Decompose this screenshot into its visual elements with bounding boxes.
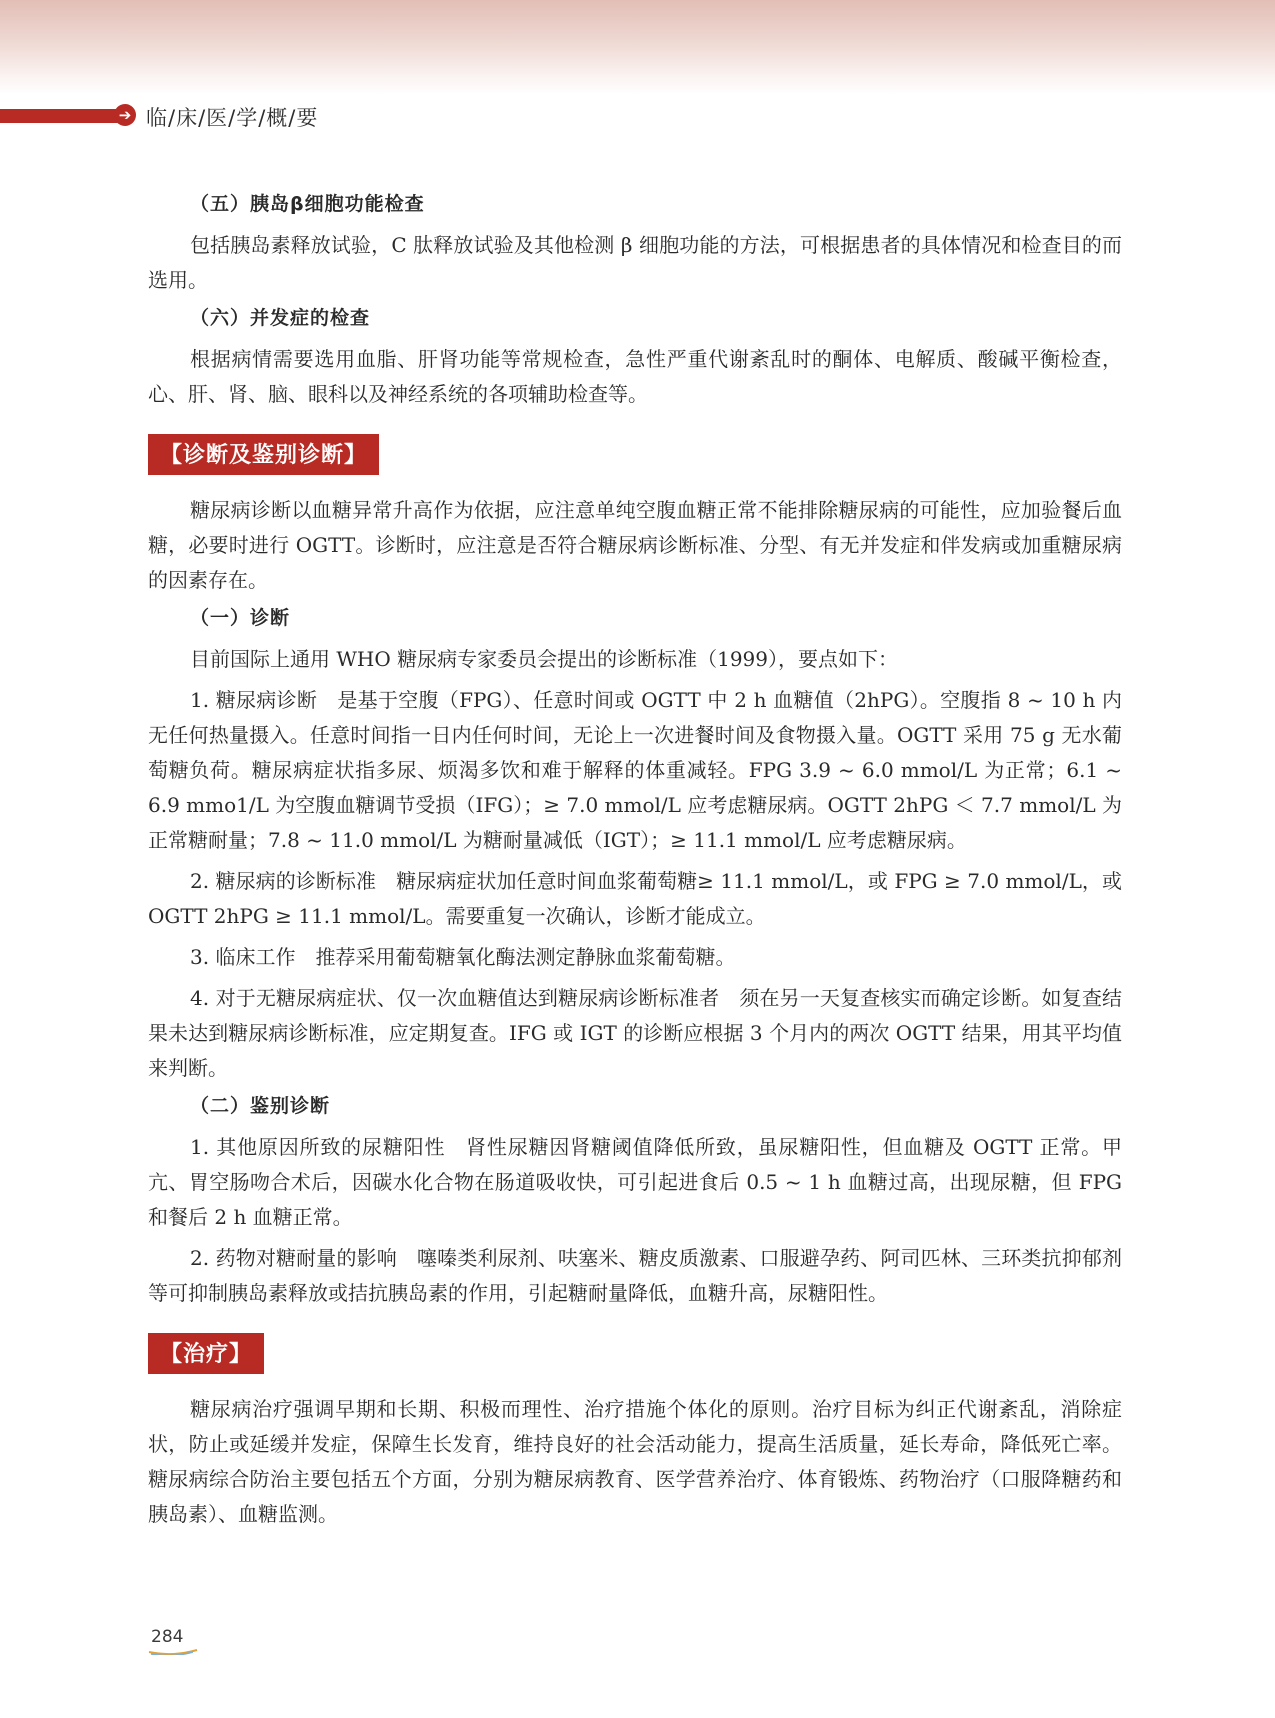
diagnosis-section-heading: 【诊断及鉴别诊断】 bbox=[148, 434, 379, 475]
diagnosis-item-4: 4. 对于无糖尿病症状、仅一次血糖值达到糖尿病诊断标准者 须在另一天复查核实而确定诊断。如复查结果未达到糖尿病诊断标准，应定期复查。IFG 或 IGT 的诊断应根据 3 个月内的两次 OGTT 结果，用其平均值来判断。 bbox=[148, 986, 1122, 1080]
header-accent-bar bbox=[0, 109, 118, 123]
differential-item-2: 2. 药物对糖耐量的影响 噻嗪类利尿剂、呋塞米、糖皮质激素、口服避孕药、阿司匹林、三环类抗抑郁剂等可抑制胰岛素释放或拮抗胰岛素的作用，引起糖耐量降低，血糖升高，尿糖阳性。 bbox=[148, 1246, 1122, 1305]
diagnosis-item-3: 3. 临床工作 推荐采用葡萄糖氧化酶法测定静脉血浆葡萄糖。 bbox=[190, 945, 736, 969]
page-content bbox=[148, 190, 1122, 1538]
section-6-paragraph: 根据病情需要选用血脂、肝肾功能等常规检查，急性严重代谢紊乱时的酮体、电解质、酸碱平衡检查，心、肝、肾、脑、眼科以及神经系统的各项辅助检查等。 bbox=[148, 347, 1122, 406]
diagnosis-intro: 糖尿病诊断以血糖异常升高作为依据，应注意单纯空腹血糖正常不能排除糖尿病的可能性，应加验餐后血糖，必要时进行 OGTT。诊断时，应注意是否符合糖尿病诊断标准、分型、有无并发症和伴发病或加重糖尿病的因素存在。 bbox=[148, 498, 1122, 592]
arrow-right-icon: ➔ bbox=[114, 104, 136, 126]
section-6-heading: （六）并发症的检查 bbox=[190, 307, 371, 329]
diagnosis-item-2: 2. 糖尿病的诊断标准 糖尿病症状加任意时间血浆葡萄糖≥ 11.1 mmol/L，或 FPG ≥ 7.0 mmol/L，或 OGTT 2hPG ≥ 11.1 mmol/L。需要重复一次确认，诊断才能成立。 bbox=[148, 869, 1122, 928]
book-title: 临/床/医/学/概/要 bbox=[146, 106, 319, 130]
diagnosis-criteria-intro: 目前国际上通用 WHO 糖尿病专家委员会提出的诊断标准（1999），要点如下： bbox=[190, 647, 899, 671]
section-5-paragraph: 包括胰岛素释放试验，C 肽释放试验及其他检测 β 细胞功能的方法，可根据患者的具体情况和检查目的而选用。 bbox=[148, 233, 1122, 292]
differential-item-1: 1. 其他原因所致的尿糖阳性 肾性尿糖因肾糖阈值降低所致，虽尿糖阳性，但血糖及 OGTT 正常。甲亢、胃空肠吻合术后，因碳水化合物在肠道吸收快，可引起进食后 0.5 ~ 1 h 血糖过高，出现尿糖，但 FPG 和餐后 2 h 血糖正常。 bbox=[148, 1135, 1122, 1229]
header-gradient-band bbox=[0, 0, 1275, 95]
page-number-swoosh-icon bbox=[147, 1648, 199, 1655]
diagnosis-subheading: （一）诊断 bbox=[190, 607, 291, 629]
differential-diagnosis-subheading: （二）鉴别诊断 bbox=[190, 1095, 331, 1117]
page-number: 284 bbox=[151, 1627, 184, 1647]
section-5-heading: （五）胰岛β细胞功能检查 bbox=[190, 193, 425, 215]
treatment-section-heading: 【治疗】 bbox=[148, 1333, 264, 1374]
diagnosis-item-1: 1. 糖尿病诊断 是基于空腹（FPG）、任意时间或 OGTT 中 2 h 血糖值（2hPG）。空腹指 8 ~ 10 h 内无任何热量摄入。任意时间指一日内任何时间，无论上一次进餐时间及食物摄入量。OGTT 采用 75 g 无水葡萄糖负荷。糖尿病症状指多尿、烦渴多饮和难于解释的体重减轻。FPG 3.9 ~ 6.0 mmol/L 为正常；6.1 ~ 6.9 mmo1/L 为空腹血糖调节受损（IFG）；≥ 7.0 mmol/L 应考虑糖尿病。OGTT 2hPG ＜ 7.7 mmol/L 为正常糖耐量；7.8 ~ 11.0 mmol/L 为糖耐量减低（IGT）；≥ 11.1 mmol/L 应考虑糖尿病。 bbox=[148, 688, 1122, 852]
treatment-paragraph: 糖尿病治疗强调早期和长期、积极而理性、治疗措施个体化的原则。治疗目标为纠正代谢紊乱，消除症状，防止或延缓并发症，保障生长发育，维持良好的社会活动能力，提高生活质量，延长寿命，降低死亡率。糖尿病综合防治主要包括五个方面，分别为糖尿病教育、医学营养治疗、体育锻炼、药物治疗（口服降糖药和胰岛素）、血糖监测。 bbox=[148, 1397, 1122, 1526]
